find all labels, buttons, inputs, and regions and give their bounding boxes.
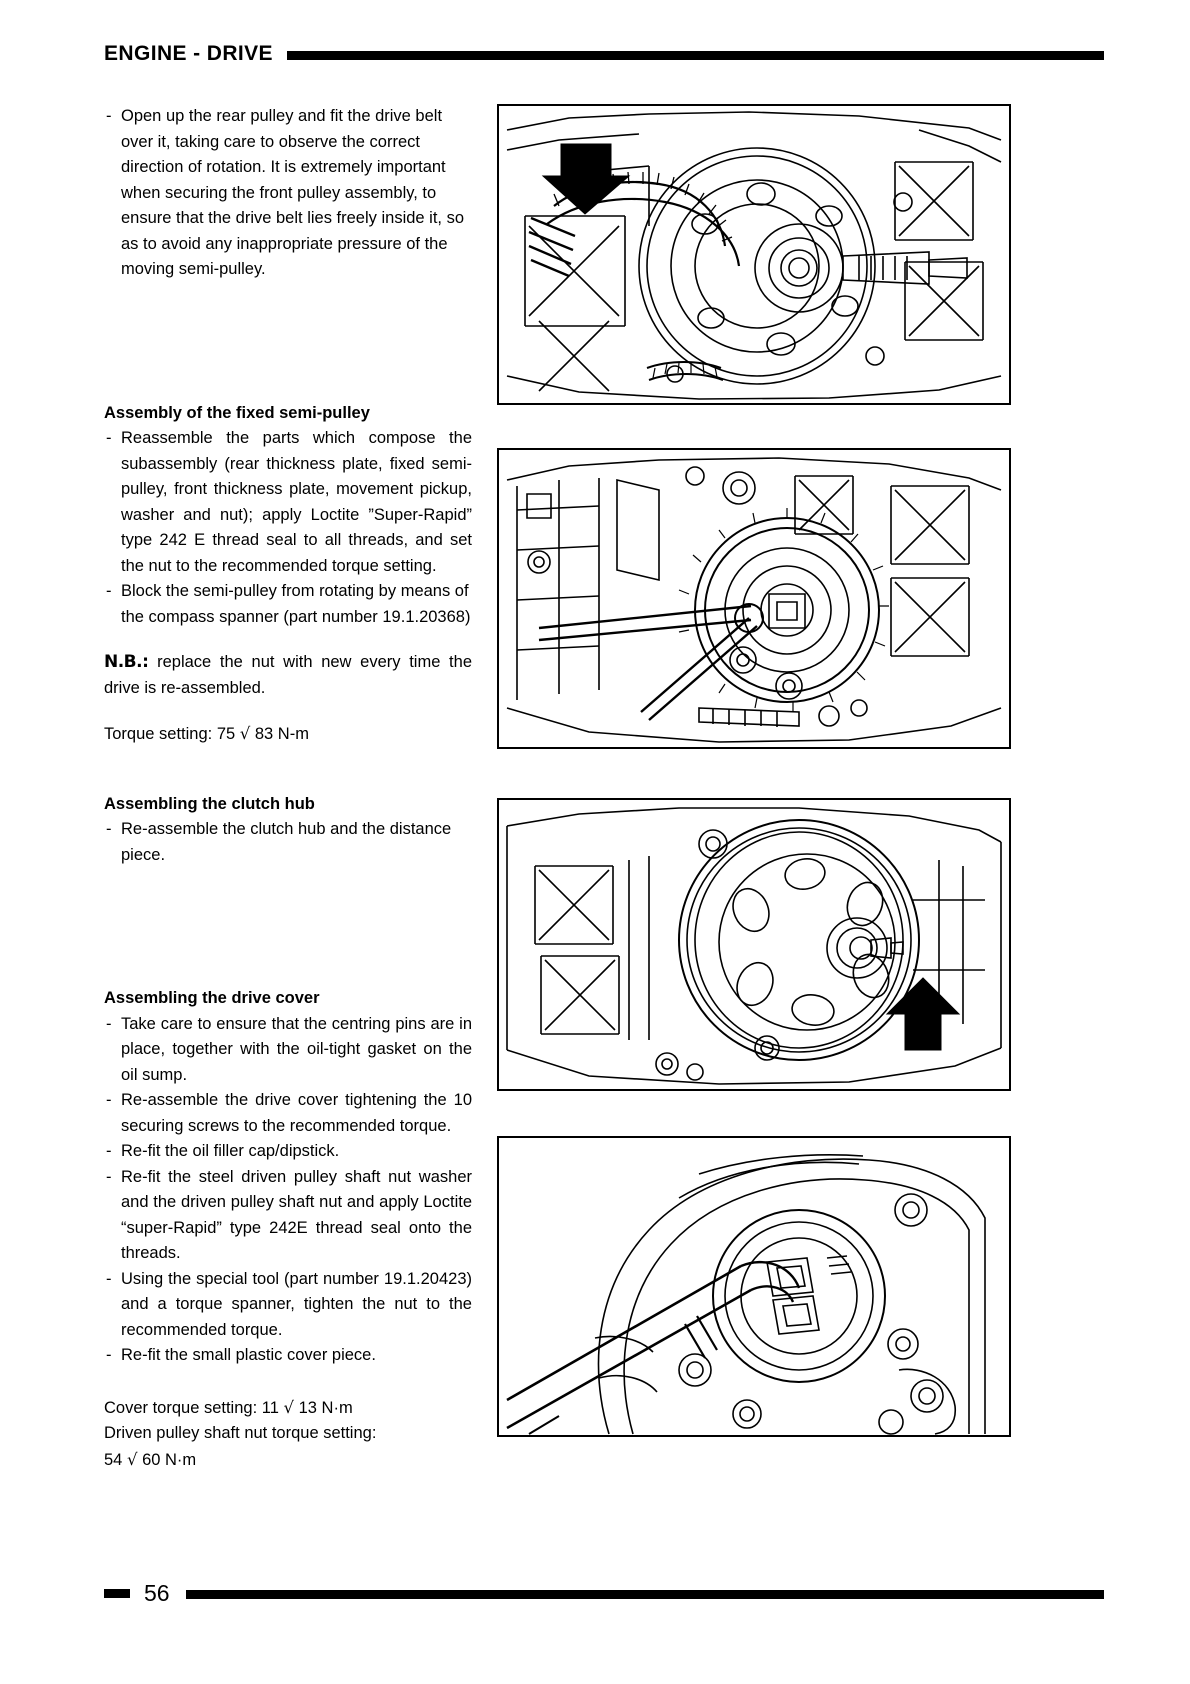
torque-label: Torque setting: 75 (104, 725, 236, 743)
cover-torque-setting (104, 1395, 472, 1422)
cover-torque-label: Cover torque setting: 11 (104, 1398, 279, 1417)
page-title: ENGINE - DRIVE (104, 42, 273, 65)
heading-assembling-drive-cover: Assembling the drive cover (104, 989, 320, 1007)
rear-pulley-illustration (499, 106, 1009, 403)
nb-label: N.B.: (104, 652, 149, 672)
drive-cover-illustration (499, 1138, 1009, 1435)
clutch-hub-bullet-list (104, 817, 472, 868)
clutch-hub-illustration (499, 800, 1009, 1089)
shaft-nut-value: 60 N·m (142, 1450, 197, 1469)
cover-torque-value: 13 N·m (298, 1398, 353, 1417)
heading-assembling-clutch-hub: Assembling the clutch hub (104, 794, 315, 813)
fixed-semi-pulley-illustration (499, 450, 1009, 747)
figure-rear-pulley-with-drive-belt (497, 104, 1011, 405)
figure-clutch-hub-assembly (497, 798, 1011, 1091)
driven-pulley-shaft-nut-torque-label: Driven pulley shaft nut torque setting: (104, 1424, 377, 1442)
root-sign-icon: √ (126, 1449, 138, 1469)
drive-cover-bullet-list (104, 1012, 472, 1369)
footer-dash (104, 1589, 130, 1598)
page-number: 56 (144, 1579, 170, 1606)
footer-divider (186, 1590, 1104, 1599)
driven-pulley-shaft-nut-torque-value (104, 1447, 472, 1474)
root-sign-icon: √ (239, 724, 251, 743)
header-divider (287, 51, 1104, 60)
list-item: - Re-fit the oil filler cap/dipstick. (104, 1139, 472, 1165)
figure-fixed-semi-pulley-with-compass-spanner (497, 448, 1011, 749)
list-item: - Re-assemble the drive cover tightening the 10 securing screws to the recommended torque. (104, 1088, 472, 1139)
list-item: - Re-assemble the clutch hub and the distance piece. (104, 817, 472, 868)
nb-text: replace the nut with new every time the drive is re-assembled. (104, 653, 472, 697)
list-item: - Block the semi-pulley from rotating by means of the compass spanner (part number 19.1.20368) (104, 579, 472, 630)
page-footer (104, 1576, 1104, 1610)
intro-bullet-list (104, 104, 472, 283)
list-item: - Using the special tool (part number 19.1.20423) and a torque spanner, tighten the nut to the recommended torque. (104, 1267, 472, 1344)
text-column (104, 104, 472, 1473)
list-item: - Reassemble the parts which compose the subassembly (rear thickness plate, fixed semi-pulley, front thickness plate, movement pickup, washer and nut); apply Loctite ”Super-Rapid” type 242 E thread seal to all threads, and set the nut to the recommended torque setting. (104, 426, 472, 579)
heading-assembly-fixed-semi-pulley: Assembly of the fixed semi-pulley (104, 403, 370, 422)
fixed-semi-pulley-bullet-list (104, 426, 472, 630)
list-item: - Open up the rear pulley and fit the drive belt over it, taking care to observe the correct direction of rotation. It is extremely important when securing the front pulley assembly, to ensure that the drive belt lies freely inside it, so as to avoid any inappropriate pressure of the moving semi-pulley. (104, 104, 472, 283)
note-replace-nut (104, 650, 472, 701)
list-item: - Re-fit the steel driven pulley shaft nut washer and the driven pulley shaft nut and apply Loctite “super-Rapid” type 242E thread seal onto the threads. (104, 1165, 472, 1267)
torque-value: 83 N-m (254, 725, 309, 743)
shaft-nut-value-prefix: 54 (104, 1450, 123, 1469)
page-header (104, 38, 1104, 70)
list-item: - Take care to ensure that the centring pins are in place, together with the oil-tight gasket on the oil sump. (104, 1012, 472, 1089)
torque-setting-fixed-semi-pulley (104, 721, 472, 748)
root-sign-icon: √ (283, 1397, 294, 1417)
figure-drive-cover-with-torque-spanner (497, 1136, 1011, 1437)
list-item: - Re-fit the small plastic cover piece. (104, 1343, 472, 1369)
